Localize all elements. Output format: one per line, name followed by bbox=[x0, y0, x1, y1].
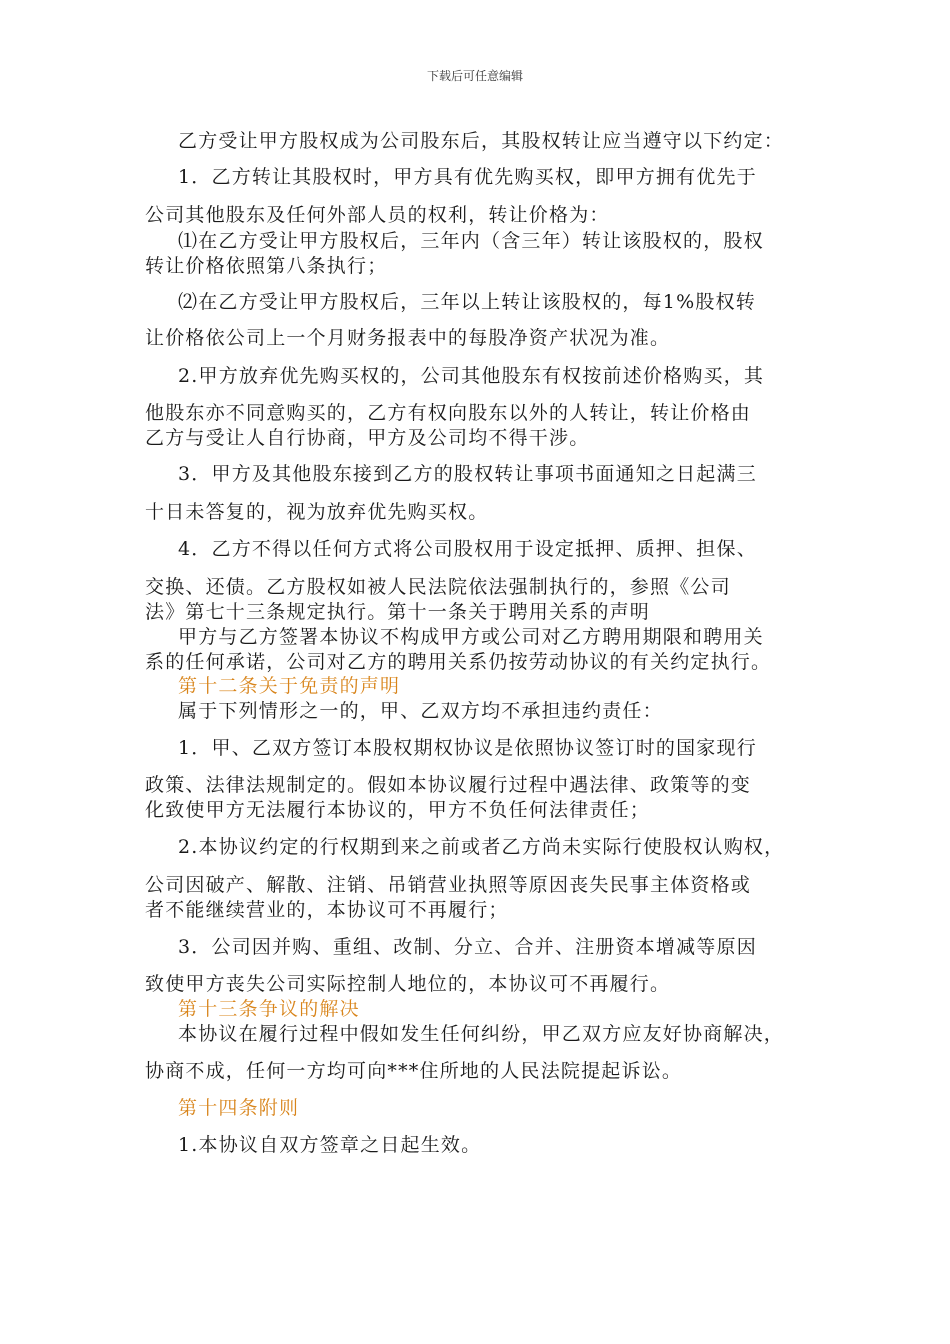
paragraph-line: 2.甲方放弃优先购买权的，公司其他股东有权按前述价格购买，其 bbox=[178, 365, 765, 387]
paragraph-line: 2.本协议约定的行权期到来之前或者乙方尚未实际行使股权认购权， bbox=[178, 836, 785, 858]
paragraph-line: ⑵在乙方受让甲方股权后，三年以上转让该股权的，每1%股权转 bbox=[178, 291, 756, 313]
paragraph-line: 系的任何承诺，公司对乙方的聘用关系仍按劳动协议的有关约定执行。 bbox=[145, 651, 772, 673]
paragraph-line: 政策、法律法规制定的。假如本协议履行过程中遇法律、政策等的变 bbox=[145, 774, 752, 796]
paragraph-line: 让价格依公司上一个月财务报表中的每股净资产状况为准。 bbox=[145, 327, 671, 349]
paragraph-line: 致使甲方丧失公司实际控制人地位的，本协议可不再履行。 bbox=[145, 973, 671, 995]
paragraph-line: 4．乙方不得以任何方式将公司股权用于设定抵押、质押、担保、 bbox=[178, 538, 757, 560]
paragraph-line: 1.本协议自双方签章之日起生效。 bbox=[178, 1134, 482, 1156]
paragraph-line: 他股东亦不同意购买的，乙方有权向股东以外的人转让，转让价格由 bbox=[145, 402, 752, 424]
paragraph-line: 交换、还债。乙方股权如被人民法院依法强制执行的，参照《公司 bbox=[145, 576, 731, 598]
paragraph-line: ⑴在乙方受让甲方股权后，三年内（含三年）转让该股权的，股权 bbox=[178, 230, 764, 252]
section-heading-12: 第十二条关于免责的声明 bbox=[178, 675, 401, 697]
paragraph-line: 协商不成，任何一方均可向***住所地的人民法院提起诉讼。 bbox=[145, 1060, 683, 1082]
paragraph-line: 化致使甲方无法履行本协议的，甲方不负任何法律责任； bbox=[145, 799, 651, 821]
paragraph-line: 十日未答复的，视为放弃优先购买权。 bbox=[145, 501, 489, 523]
paragraph-line: 者不能继续营业的，本协议可不再履行； bbox=[145, 899, 509, 921]
paragraph-line: 公司因破产、解散、注销、吊销营业执照等原因丧失民事主体资格或 bbox=[145, 874, 752, 896]
paragraph-line: 甲方与乙方签署本协议不构成甲方或公司对乙方聘用期限和聘用关 bbox=[178, 626, 764, 648]
section-heading-14: 第十四条附则 bbox=[178, 1097, 300, 1119]
section-heading-13: 第十三条争议的解决 bbox=[178, 998, 360, 1020]
paragraph-line: 乙方受让甲方股权成为公司股东后，其股权转让应当遵守以下约定： bbox=[178, 130, 785, 152]
paragraph-line: 本协议在履行过程中假如发生任何纠纷，甲乙双方应友好协商解决， bbox=[178, 1023, 785, 1045]
paragraph-line: 1．甲、乙双方签订本股权期权协议是依照协议签订时的国家现行 bbox=[178, 737, 757, 759]
paragraph-line: 3．公司因并购、重组、改制、分立、合并、注册资本增减等原因 bbox=[178, 936, 757, 958]
page-header: 下载后可任意编辑 bbox=[426, 69, 523, 83]
paragraph-line: 1．乙方转让其股权时，甲方具有优先购买权，即甲方拥有优先于 bbox=[178, 166, 757, 188]
paragraph-line: 3．甲方及其他股东接到乙方的股权转让事项书面通知之日起满三 bbox=[178, 463, 757, 485]
paragraph-line: 公司其他股东及任何外部人员的权利，转让价格为： bbox=[145, 204, 610, 226]
paragraph-line: 属于下列情形之一的，甲、乙双方均不承担违约责任： bbox=[178, 700, 663, 722]
paragraph-line: 法》第七十三条规定执行。第十一条关于聘用关系的声明 bbox=[145, 601, 651, 623]
paragraph-line: 转让价格依照第八条执行； bbox=[145, 255, 388, 277]
paragraph-line: 乙方与受让人自行协商，甲方及公司均不得干涉。 bbox=[145, 427, 590, 449]
